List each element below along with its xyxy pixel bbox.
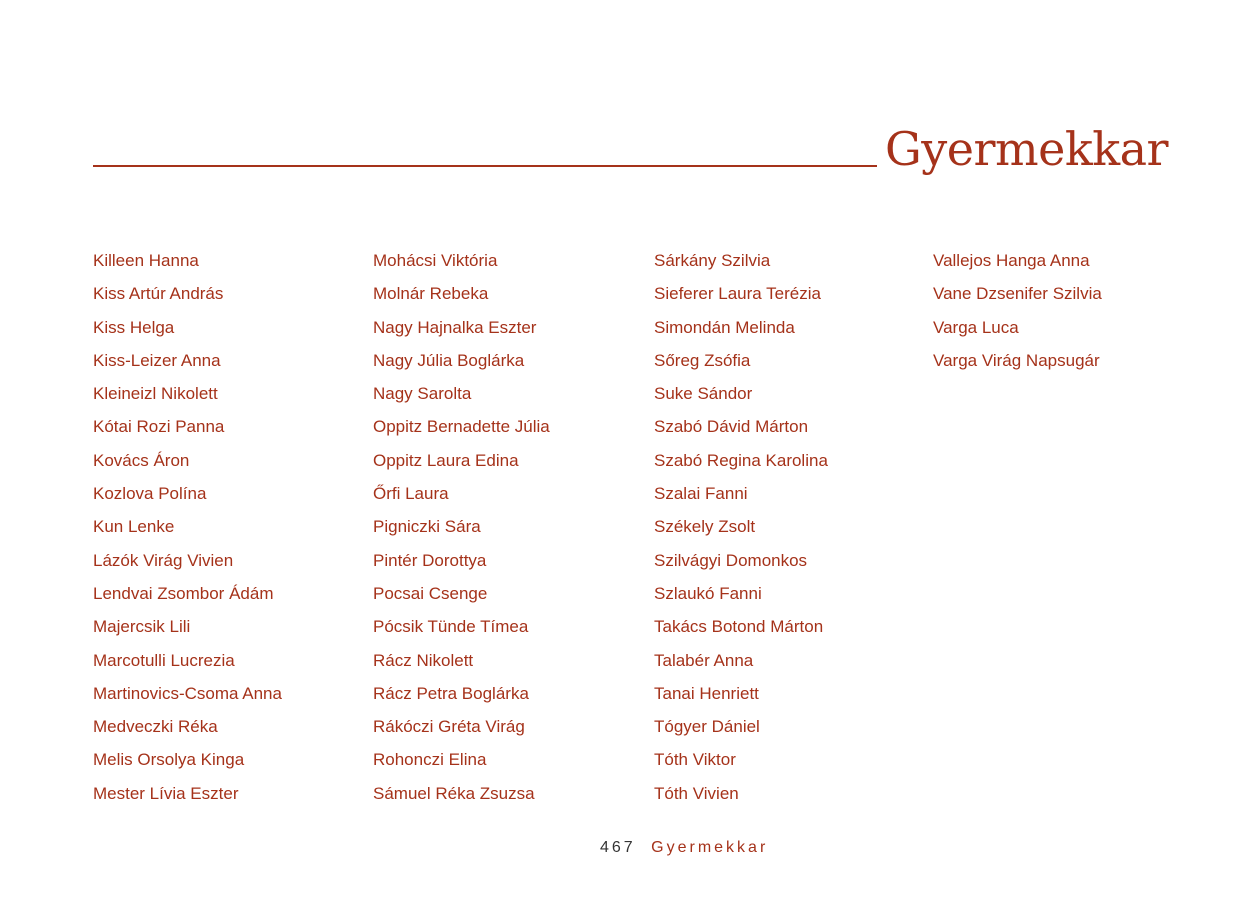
list-item: Marcotulli Lucrezia xyxy=(93,650,235,670)
page-title: Gyermekkar xyxy=(885,122,1168,176)
list-item: Melis Orsolya Kinga xyxy=(93,750,245,770)
list-item: Székely Zsolt xyxy=(654,517,756,537)
list-item: Kleineizl Nikolett xyxy=(93,384,218,404)
list-item: Pócsik Tünde Tímea xyxy=(373,617,529,637)
list-item: Varga Luca xyxy=(933,317,1019,337)
list-item: Oppitz Bernadette Júlia xyxy=(373,417,550,437)
list-item: Kiss Helga xyxy=(93,317,175,337)
list-item: Lázók Virág Vivien xyxy=(93,550,234,570)
list-item: Pigniczki Sára xyxy=(373,517,481,537)
list-item: Kozlova Polína xyxy=(93,484,207,504)
list-item: Suke Sándor xyxy=(654,384,753,404)
list-item: Szilvágyi Domonkos xyxy=(654,550,808,570)
page-footer xyxy=(600,836,768,860)
list-item: Őrfi Laura xyxy=(373,484,449,504)
list-item: Molnár Rebeka xyxy=(373,284,489,304)
list-item: Pocsai Csenge xyxy=(373,583,488,603)
list-item: Mester Lívia Eszter xyxy=(93,783,239,803)
list-item: Killeen Hanna xyxy=(93,251,199,270)
list-item: Szabó Regina Karolina xyxy=(654,450,828,470)
page-header xyxy=(93,118,1168,180)
list-item: Tanai Henriett xyxy=(654,683,759,703)
list-item: Szalai Fanni xyxy=(654,484,748,504)
list-item: Nagy Hajnalka Eszter xyxy=(373,317,537,337)
list-item: Rácz Nikolett xyxy=(373,650,474,670)
name-column-3 xyxy=(654,247,828,813)
list-item: Kiss-Leizer Anna xyxy=(93,350,221,370)
list-item: Majercsik Lili xyxy=(93,617,191,637)
list-item: Nagy Sarolta xyxy=(373,384,472,404)
list-item: Szlaukó Fanni xyxy=(654,583,762,603)
list-item: Tóth Viktor xyxy=(654,750,736,770)
list-item: Vane Dzsenifer Szilvia xyxy=(933,284,1102,304)
list-item: Kiss Artúr András xyxy=(93,284,224,304)
list-item: Pintér Dorottya xyxy=(373,550,487,570)
list-item: Kótai Rozi Panna xyxy=(93,417,225,437)
list-item: Talabér Anna xyxy=(654,650,754,670)
list-item: Simondán Melinda xyxy=(654,317,795,337)
list-item: Sieferer Laura Terézia xyxy=(654,284,821,304)
name-column-4 xyxy=(933,247,1102,380)
list-item: Kovács Áron xyxy=(93,450,190,470)
name-list xyxy=(93,247,1193,817)
list-item: Kun Lenke xyxy=(93,517,175,537)
list-item: Oppitz Laura Edina xyxy=(373,450,519,470)
list-item: Vallejos Hanga Anna xyxy=(933,251,1090,270)
name-column-1 xyxy=(93,247,282,813)
list-item: Lendvai Zsombor Ádám xyxy=(93,583,274,603)
name-column-2 xyxy=(373,247,550,813)
list-item: Sőreg Zsófia xyxy=(654,350,751,370)
header-rule xyxy=(93,165,877,167)
list-item: Martinovics-Csoma Anna xyxy=(93,683,282,703)
list-item: Tógyer Dániel xyxy=(654,717,760,737)
list-item: Szabó Dávid Márton xyxy=(654,417,809,437)
list-item: Sárkány Szilvia xyxy=(654,251,771,270)
list-item: Sámuel Réka Zsuzsa xyxy=(373,783,535,803)
list-item: Medveczki Réka xyxy=(93,717,218,737)
footer-title: Gyermekkar xyxy=(651,839,769,856)
list-item: Mohácsi Viktória xyxy=(373,251,498,270)
list-item: Varga Virág Napsugár xyxy=(933,350,1100,370)
list-item: Rákóczi Gréta Virág xyxy=(373,717,525,737)
list-item: Nagy Júlia Boglárka xyxy=(373,350,525,370)
list-item: Rácz Petra Boglárka xyxy=(373,683,529,703)
page-number: 467 xyxy=(600,839,636,856)
list-item: Rohonczi Elina xyxy=(373,750,487,770)
list-item: Takács Botond Márton xyxy=(654,617,824,637)
list-item: Tóth Vivien xyxy=(654,783,739,803)
